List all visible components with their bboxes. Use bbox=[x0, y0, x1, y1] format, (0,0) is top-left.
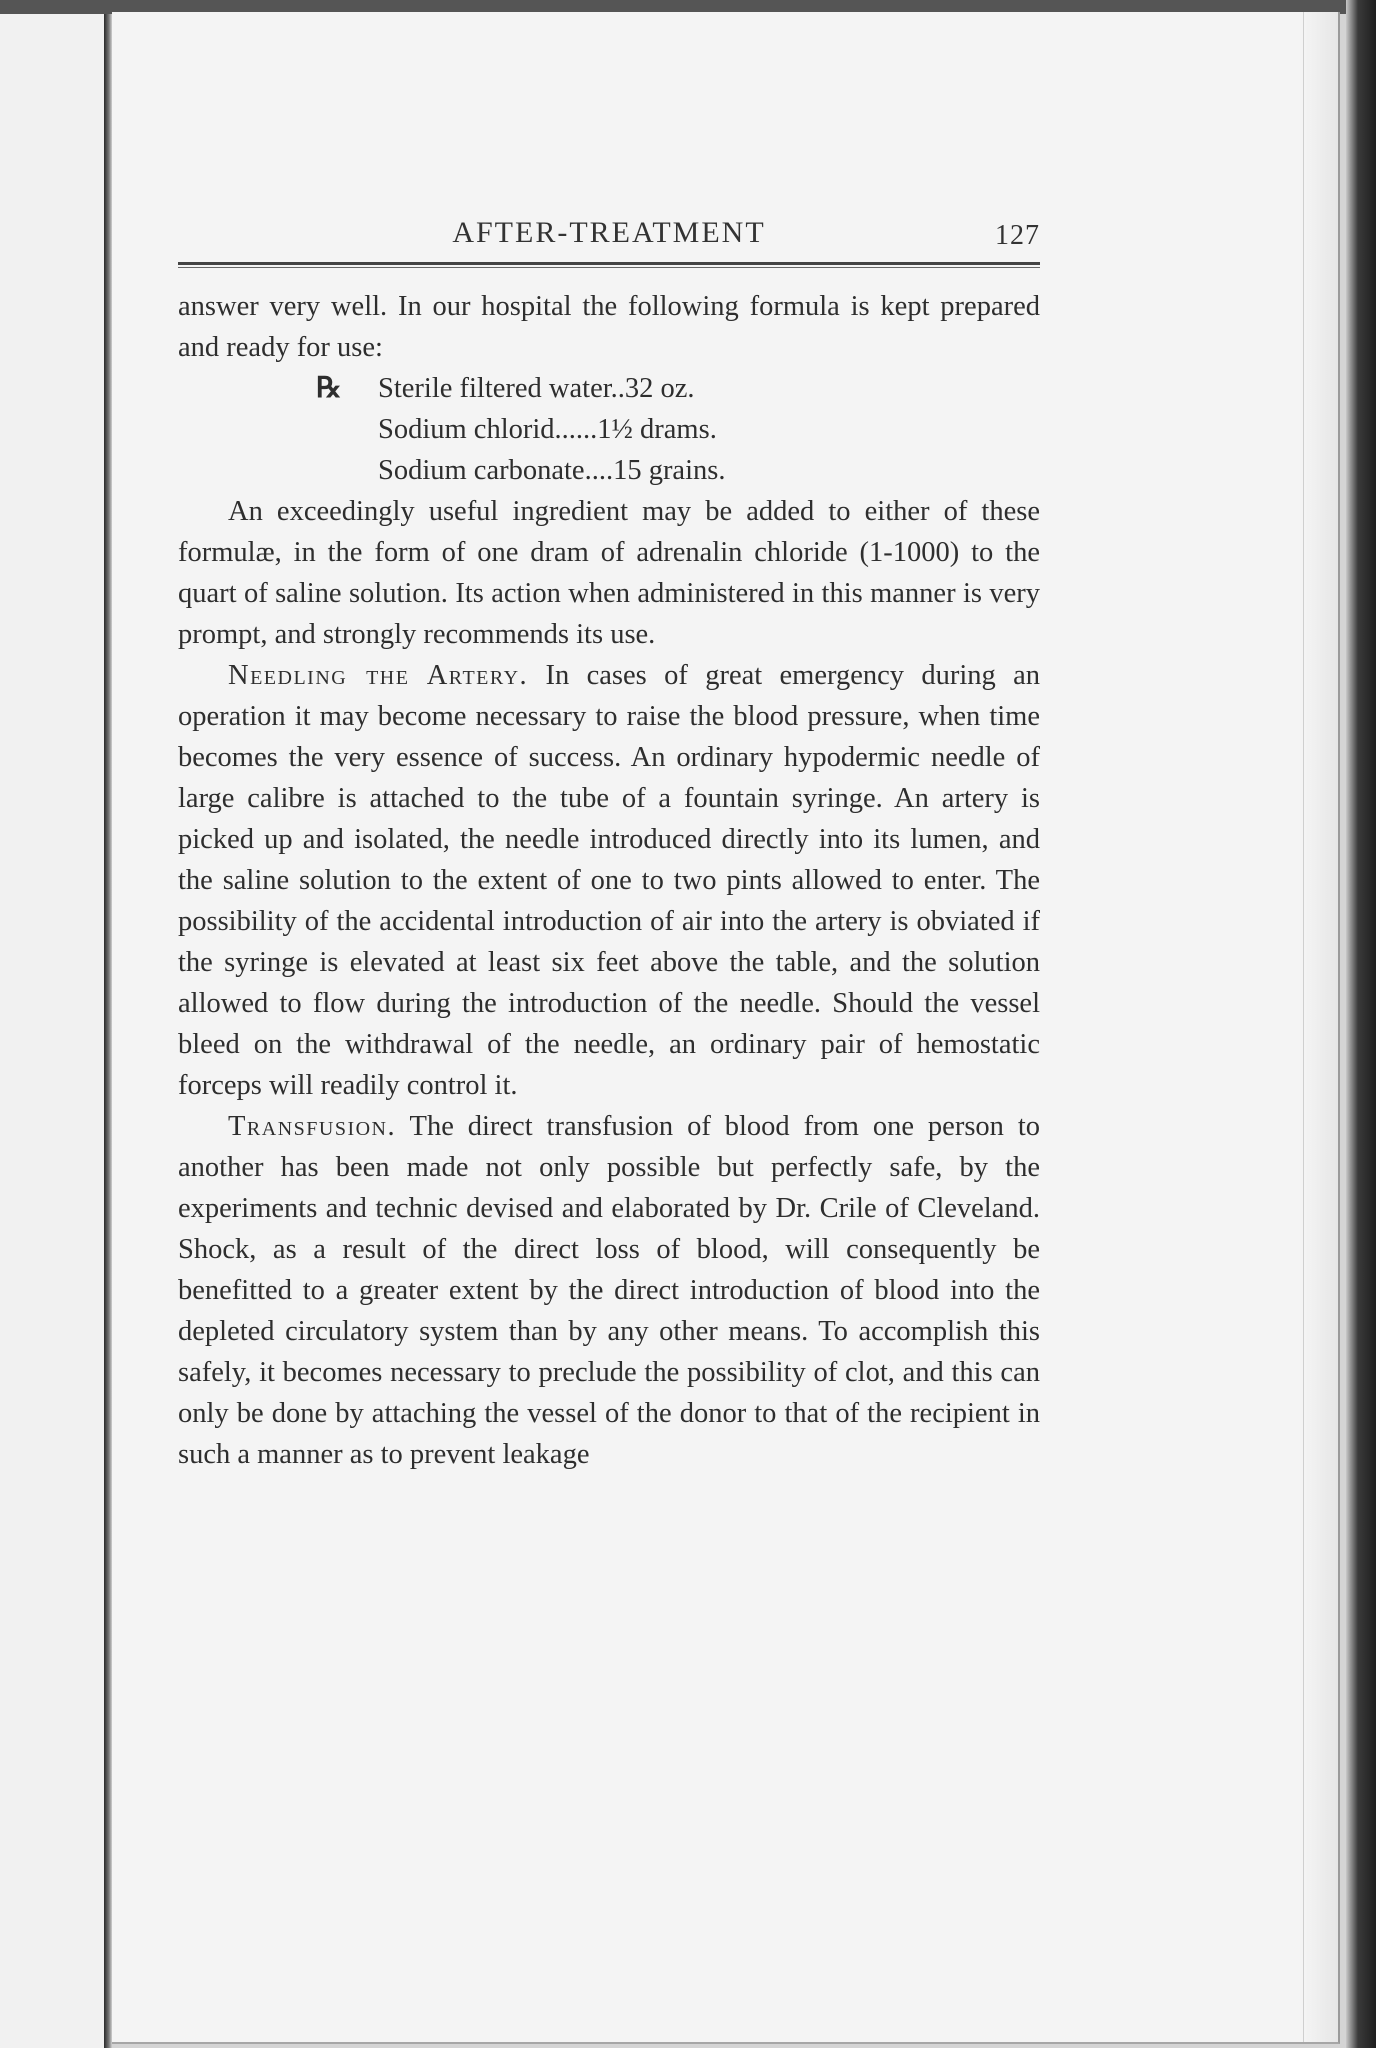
facing-page-edge bbox=[0, 14, 108, 2048]
formula-ingredient-carbonate: Sodium carbonate....15 grains. bbox=[378, 455, 726, 486]
section-heading-transfusion: Transfusion. bbox=[228, 1111, 397, 1142]
paragraph-transfusion bbox=[178, 1106, 1040, 1475]
paragraph-adrenalin: An exceedingly useful ingredient may be added to either of these formulæ, in the form of one dram of adrenalin chloride (1-1000) to the quart of saline solution. Its action when administered in this manner is very prompt, and strongly recommends its use. bbox=[178, 496, 1040, 650]
page-edge-shading bbox=[1303, 12, 1338, 2042]
saline-formula bbox=[178, 368, 1040, 491]
page-content bbox=[178, 212, 1040, 1475]
header-rule bbox=[178, 262, 1040, 268]
paragraph-needling-text: In cases of great emergency during an operation it may become necessary to raise the blood pressure, when time becomes the very essence of success. An ordinary hypodermic needle of large calibre is attached to the tube of a fountain syringe. An artery is picked up and isolated, the needle introduced directly into its lumen, and the saline solution to the extent of one to two pints allowed to enter. The possibility of the accidental introduction of air into the artery is obviated if the syringe is elevated at least six feet above the table, and the solution allowed to flow during the introduction of the needle. Should the vessel bleed on the withdrawal of the needle, an ordinary pair of hemostatic forceps will readily control it. bbox=[178, 660, 1041, 1101]
prescription-symbol: ℞ bbox=[316, 373, 342, 404]
formula-line-1 bbox=[316, 368, 1040, 409]
body-text bbox=[178, 286, 1040, 1475]
paragraph-needling bbox=[178, 655, 1040, 1106]
running-title: AFTER-TREATMENT bbox=[452, 216, 766, 249]
running-head bbox=[178, 212, 1040, 258]
formula-ingredient-chlorid: Sodium chlorid......1½ drams. bbox=[378, 414, 717, 445]
paragraph-transfusion-text: The direct transfusion of blood from one person to another has been made not only possible but perfectly safe, by the experiments and technic devised and elaborated by Dr. Crile of Cleveland. Shock, as a result of the direct loss of blood, will consequently be benefitted to a greater extent by the direct introduction of blood into the depleted circulatory system than by any other means. To accomplish this safely, it becomes necessary to preclude the possibility of clot, and this can only be done by attaching the vessel of the donor to that of the recipient in such a manner as to prevent leakage bbox=[178, 1111, 1040, 1470]
section-heading-needling: Needling the Artery. bbox=[228, 660, 529, 691]
paragraph-intro: answer very well. In our hospital the following formula is kept prepared and ready for use: bbox=[178, 291, 1040, 363]
formula-ingredient-water: Sterile filtered water..32 oz. bbox=[378, 373, 695, 404]
page-number: 127 bbox=[995, 220, 1040, 251]
page-stack-edge bbox=[1346, 0, 1376, 2048]
book-gutter bbox=[104, 14, 112, 2048]
book-page bbox=[112, 12, 1340, 2044]
